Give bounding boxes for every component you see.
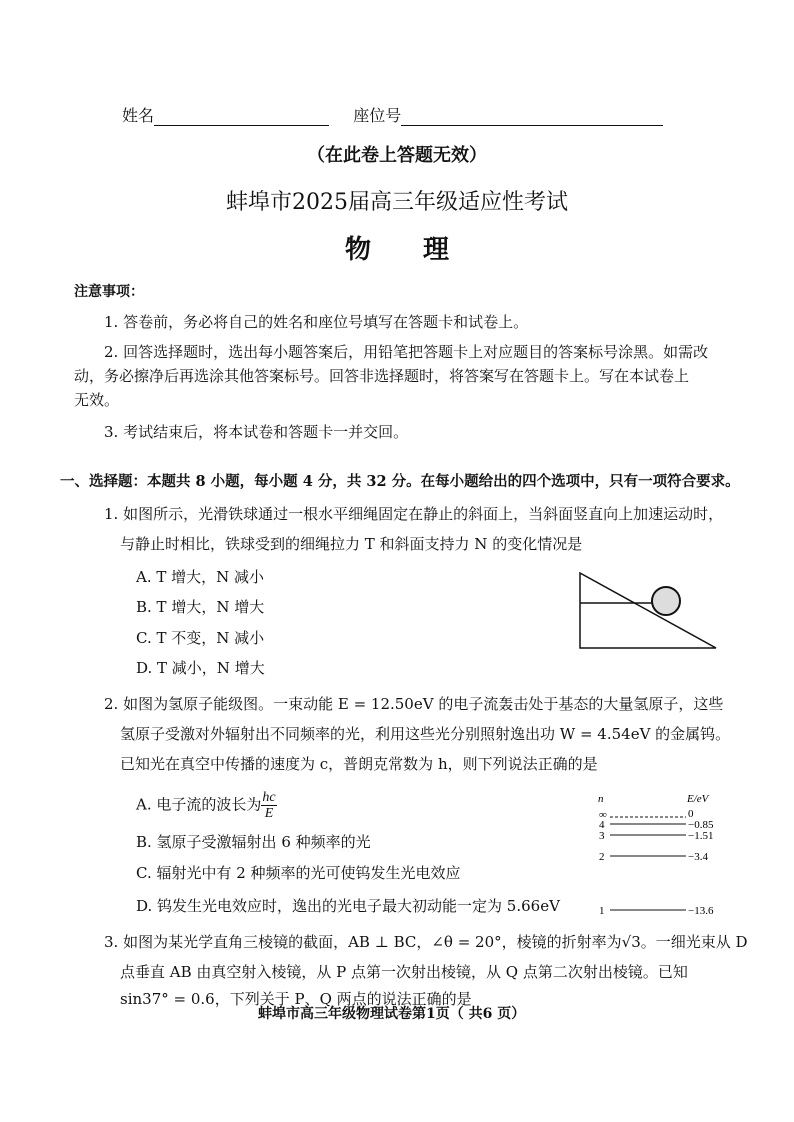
name-blank [154,109,329,126]
seat-label: 座位号 [353,106,402,125]
n-axis-label: n [598,793,604,805]
question-text: 1. 如图所示，光滑铁球通过一根水平细绳固定在静止的斜面上，当斜面竖直向上加速运动时， [104,505,724,523]
level-energy-label: −13.6 [688,905,714,917]
level-energy-label: 0 [688,808,694,820]
question-text: 已知光在真空中传播的速度为 c，普朗克常数为 h，则下列说法正确的是 [120,755,598,773]
iron-ball [652,587,680,615]
instruction-item: 无效。 [74,391,120,409]
question-text: sin37° = 0.6，下列关于 P、Q 两点的说法正确的是 [120,990,472,1008]
name-field [122,106,663,126]
option-d: D. T 减小，N 增大 [136,659,265,677]
energy-axis-label: E/eV [687,793,709,805]
question-text: 2. 如图为氢原子能级图。一束动能 E = 12.50eV 的电子流轰击处于基态的大量氢原子，这些 [104,695,724,713]
energy-level-diagram [590,790,730,920]
question-text: 3. 如图为某光学直角三棱镜的截面，AB ⊥ BC，∠θ = 20°，棱镜的折射率为√3。一细光束从 D [104,933,748,951]
option-c: C. T 不变，N 减小 [136,629,265,647]
option-d: D. 钨发生光电效应时，逸出的光电子最大初动能一定为 5.66eV [136,897,560,915]
notice: （在此卷上答题无效） [307,145,487,166]
incline-figure [570,565,730,657]
option-b: B. 氢原子受激辐射出 6 种频率的光 [136,833,371,851]
option-a: A. T 增大，N 减小 [136,568,265,586]
level-energy-label: −3.4 [688,851,708,863]
instruction-item: 3. 考试结束后，将本试卷和答题卡一并交回。 [104,423,409,441]
question-text: 氢原子受激对外辐射出不同频率的光，利用这些光分别照射逸出功 W = 4.54eV 的金属钨。 [120,725,731,743]
seat-blank [401,109,663,126]
instruction-item: 动，务必擦净后再选涂其他答案标号。回答非选择题时，将答案写在答题卡上。写在本试卷上 [74,367,690,385]
level-energy-label: −1.51 [688,830,714,842]
level-energy-label: −0.85 [688,819,714,831]
level-n-label: 3 [599,830,605,842]
level-n-label: 2 [599,851,605,863]
option-b: B. T 增大，N 增大 [136,598,265,616]
page-footer: 蚌埠市高三年级物理试卷第1页（ 共6 页） [258,1006,526,1022]
instruction-item: 2. 回答选择题时，选出每小题答案后，用铅笔把答题卡上对应题目的答案标号涂黑。如需改 [104,343,709,361]
section-heading: 一、选择题：本题共 8 小题，每小题 4 分，共 32 分。在每小题给出的四个选项中，只有一项符合要求。 [60,473,740,490]
wavelength-fraction: $\frac{hc}{E}$ [262,790,276,821]
instruction-item: 1. 答卷前，务必将自己的姓名和座位号填写在答题卡和试卷上。 [104,313,529,331]
incline-triangle [580,573,716,648]
exam-title: 蚌埠市2025届高三年级适应性考试 [226,190,568,215]
name-label: 姓名 [122,106,155,125]
instructions-heading: 注意事项： [74,284,144,300]
question-text: 与静止时相比，铁球受到的细绳拉力 T 和斜面支持力 N 的变化情况是 [120,535,583,553]
level-n-label: 4 [599,819,605,831]
level-n-label: ∞ [599,809,607,821]
option-a: A. 电子流的波长为 $\frac{hc}{E}$ [136,790,276,821]
question-text: 点垂直 AB 由真空射入棱镜，从 P 点第一次射出棱镜，从 Q 点第二次射出棱镜。已知 [120,963,688,981]
option-c: C. 辐射光中有 2 种频率的光可使钨发生光电效应 [136,864,461,882]
subject-title: 物 理 [344,235,449,265]
level-n-label: 1 [599,905,605,917]
